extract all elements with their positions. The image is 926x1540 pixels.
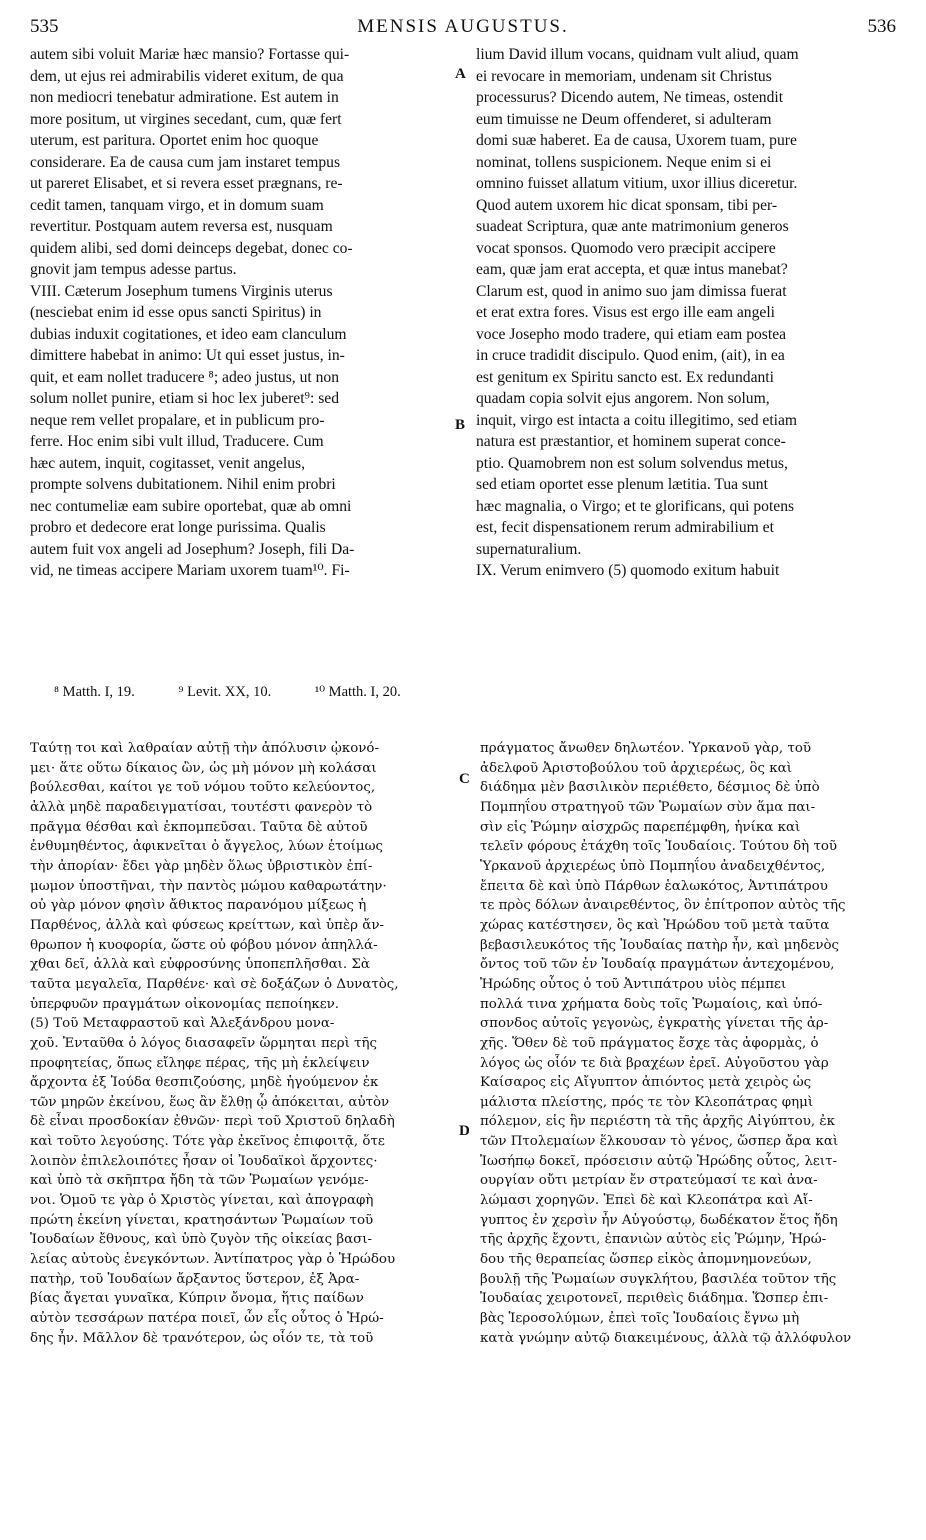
text-line: non mediocri tenebatur admiratione. Est autem in — [30, 89, 339, 106]
text-line: γυπτος ἐν χερσὶν ἦν Αὐγούστῳ, δωδέκατον ἔτος ἤδη — [480, 1212, 838, 1228]
text-line: αὐτὸν τεσσάρων πατέρα ποιεῖ, ὧν εἷς οὗτος ὁ Ἡρώ- — [30, 1311, 384, 1327]
text-line: δου τῆς θεραπείας ὥσπερ εἰκὸς ἀπομνημονεύων, — [480, 1252, 812, 1268]
text-line: Ἰουδαίων ἔθνους, καὶ ὑπὸ ζυγὸν τῆς οἰκείας βασι- — [30, 1232, 373, 1248]
text-line: χθαι δεῖ, ἀλλὰ καὶ εὐφροσύνης ὑποπεπλῆσθαι. Σὰ — [30, 957, 370, 973]
text-line: uterum, est paritura. Oportet enim hoc quoque — [30, 132, 319, 149]
text-line: processurus? Dicendo autem, Ne timeas, ostendit — [476, 89, 784, 106]
text-line: domi suæ haberet. Ea de causa, Uxorem tuam, pure — [476, 132, 797, 149]
text-line: IX. Verum enimvero (5) quomodo exitum habuit — [476, 562, 780, 579]
text-line: Παρθένος, ἀλλὰ καὶ φύσεως κρείττων, καὶ ὑπὲρ ἄν- — [30, 917, 385, 933]
running-title: MENSIS AUGUSTUS. — [357, 16, 569, 37]
text-line: τῶν Πτολεμαίων ἕλκουσαν τὸ γένος, ὥσπερ ἄρα καὶ — [480, 1134, 839, 1150]
text-line: sed etiam oportet esse plenum lætitia. Tua sunt — [476, 476, 768, 493]
text-line: quit, et eam nollet traducere ⁸; adeo justus, ut non — [30, 368, 339, 386]
text-line: χῆς. Ὅθεν δὲ τοῦ πράγματος ἔσχε τὰς ἀφορμὰς, ὁ — [480, 1035, 819, 1051]
text-line: ἄρχοντα ἐξ Ἰούδα θεσπιζούσης, μηδὲ ἡγούμενον ἐκ — [30, 1075, 379, 1091]
text-line: supernaturalium. — [476, 540, 582, 558]
text-line: μάλιστα πλείστης, πρός τε τὸν Κλεοπάτρας φημὶ — [480, 1094, 814, 1110]
text-line: ἀδελφοῦ Ἀριστοβούλου τοῦ ἀρχιερέως, ὃς καὶ — [480, 760, 792, 776]
text-line: μει· ἅτε οὕτω δίκαιος ὢν, ὡς μὴ μόνον μὴ κολάσαι — [30, 760, 377, 776]
text-line: Ἰουδαίας χειροτονεῖ, περιθεὶς διάδημα. Ὥσπερ ἐπι- — [480, 1291, 829, 1307]
text-line: est genitum ex Spiritu sancto est. Ex redundanti — [476, 368, 774, 386]
text-line: voce Josepho modo tradere, qui etiam eam postea — [476, 325, 787, 343]
text-line: natura est præstantior, et hominem superat conce- — [476, 433, 786, 450]
text-line: τῆς ἀρχῆς ἔχοντι, ἐπανιὼν αὐτὸς εἰς Ῥώμην, Ἡρώ- — [480, 1232, 827, 1248]
text-line: revertitur. Postquam autem reversa est, nusquam — [30, 218, 333, 235]
text-line: πολλά τινα χρήματα δοὺς τοῖς Ῥωμαίοις, καὶ ὑπό- — [480, 996, 823, 1012]
text-line: ferre. Hoc enim sibi vult illud, Traducere. Cum — [30, 433, 324, 450]
margin-letter-a: A — [455, 66, 466, 82]
text-line: Ταύτῃ τοι καὶ λαθραίαν αὐτῇ τὴν ἀπόλυσιν ᾠκονό- — [30, 741, 379, 756]
text-line: (5) Τοῦ Μεταφραστοῦ καὶ Ἀλεξάνδρου μονα- — [30, 1016, 335, 1032]
text-line: autem sibi voluit Mariæ hæc mansio? Fortasse qui- — [30, 46, 350, 63]
text-line: βουλῇ τῆς Ῥωμαίων συγκλήτου, βασιλέα τοῦτον τῆς — [480, 1271, 837, 1287]
text-line: πατὴρ, τοῦ Ἰουδαίων ἄρξαντος ὕστερον, ἐξ Ἀρα- — [30, 1271, 360, 1287]
text-line: gnovit jam tempus adesse partus. — [30, 261, 237, 278]
text-line: dubias induxit cogitationes, et ideo eam clanculum — [30, 325, 347, 343]
text-line: λόγος ὡς οἷόν τε διὰ βραχέων ἐρεῖ. Αὐγοῦστου γὰρ — [480, 1055, 829, 1071]
text-line: dem, ut ejus rei admirabilis videret exitum, de qua — [30, 67, 344, 85]
text-line: πόλεμον, εἰς ἣν περιέστη τὰ τῆς ἀρχῆς Αἰγύπτου, ἐκ — [480, 1114, 835, 1130]
text-line: χοῦ. Ἐνταῦθα ὁ λόγος διασαφεῖν ὥρμηται περὶ τῆς — [30, 1035, 378, 1051]
footnote-10: ¹⁰ Matth. I, 20. — [314, 684, 401, 700]
text-line: τῶν μηρῶν ἐκείνου, ἕως ἂν ἔλθῃ ᾧ ἀπόκειται, αὐτὸν — [30, 1094, 390, 1110]
text-line: καὶ ὑπὸ τὰ σκῆπτρα ἤδη τὰ τῶν Ῥωμαίων γενόμε- — [30, 1173, 369, 1189]
text-line: cedit tamen, tanquam virgo, et in domum suam — [30, 196, 324, 214]
text-line: ὄντος τοῦ τῶν ἐν Ἰουδαίᾳ πραγμάτων ἀντεχομένου, — [480, 957, 835, 973]
text-line: προφητείας, ὅπως εἴληφε πέρας, τῆς μὴ ἐκλείψειν — [30, 1055, 370, 1071]
text-line: βίας ἄγεται γυναῖκα, Κύπριν ὄνομα, ἥτις παίδων — [30, 1291, 364, 1307]
text-line: βεβασιλευκότος τῆς Ἰουδαίας πατὴρ ἦν, καὶ μηδενὸς — [480, 937, 840, 953]
text-line: σπονδος αὐτοῖς γεγονὼς, ἐγκρατὴς γίνεται τῆς ἀρ- — [480, 1016, 829, 1032]
footnotes — [54, 683, 441, 701]
text-line: Ἡρώδης οὗτος ὁ τοῦ Ἀντιπάτρου υἱὸς πέμπει — [480, 976, 787, 992]
greek-column-right — [480, 739, 898, 1348]
text-line: λείας αὐτοὺς ἐνεγκόντων. Ἀντίπατρος γὰρ ὁ Ἡρώδου — [30, 1252, 396, 1268]
text-line: θρωπον ἡ κυοφορία, ὥστε οὐ φόβου μόνον ἀπηλλά- — [30, 937, 378, 953]
text-line: solum nollet punire, etiam si hoc lex juberet⁹: sed — [30, 390, 340, 407]
text-line: ei revocare in memoriam, undenam sit Christus — [476, 67, 772, 85]
footnote-9: ⁹ Levit. XX, 10. — [178, 684, 272, 700]
text-line: διάδημα μὲν βασιλικὸν περιέθετο, δέσμιος δὲ ὑπὸ — [480, 780, 820, 796]
text-line: πράγματος ἄνωθεν δηλωτέον. Ὑρκανοῦ γὰρ, τοῦ — [480, 741, 812, 756]
page-number-right: 536 — [867, 16, 896, 37]
text-line: λώμασι χορηγῶν. Ἐπεὶ δὲ καὶ Κλεοπάτρα καὶ Αἴ- — [480, 1193, 813, 1209]
text-line: eam, quæ jam erat accepta, et quæ intus manebat? — [476, 261, 788, 278]
text-line: est, fecit dispensationem rerum admirabilium et — [476, 519, 774, 536]
text-line: omnino fuisset allatum vitium, uxor illius diceretur. — [476, 175, 798, 192]
text-line: βούλεσθαι, καίτοι γε τοῦ νόμου τοῦτο κελεύοντος, — [30, 780, 376, 796]
text-line: πρώτη ἐκείνη γίνεται, κρατησάντων Ῥωμαίων τοῦ — [30, 1212, 374, 1228]
text-line: καὶ τοῦτο λεγούσης. Τότε γὰρ ἐκεῖνος ἐπιφοιτᾷ, ὅτε — [30, 1134, 385, 1150]
text-line: κατὰ γνώμην αὐτῷ διακειμένους, ἀλλὰ τῷ ἀλλόφυλον — [480, 1330, 852, 1346]
text-line: τε πρὸς δόλων ἀναιρεθέντος, ὃν ἐπίτροπον αὐτὸς τῆς — [480, 898, 846, 914]
text-line: νοι. Ὁμοῦ τε γὰρ ὁ Χριστὸς γίνεται, καὶ ἀπογραφὴ — [30, 1193, 374, 1209]
text-line: Καίσαρος εἰς Αἴγυπτον ἀπιόντος μετὰ χειρὸς ὡς — [480, 1075, 812, 1091]
text-line: Clarum est, quod in animo suo jam dimissa fuerat — [476, 282, 787, 300]
text-line: nec contumeliæ eam subire oportebat, quæ ab omni — [30, 497, 352, 515]
text-line: ptio. Quamobrem non est solum solvendus metus, — [476, 454, 788, 472]
text-line: μωμον ὑποστῆναι, τὴν παντὸς μώμου καθαρωτάτην· — [30, 878, 387, 894]
text-line: VIII. Cæterum Josephum tumens Virginis uterus — [30, 282, 333, 300]
text-line: dimittere habebat in animo: Ut qui esset justus, in- — [30, 347, 345, 364]
text-line: autem fuit vox angeli ad Josephum? Joseph, fili Da- — [30, 540, 355, 558]
text-line: eum timuisse ne Deum offenderet, si adulteram — [476, 110, 772, 128]
text-line: ἐνθυμηθέντος, ἀφικνεῖται ὁ ἄγγελος, λύων ἑτοίμως — [30, 839, 384, 855]
text-line: ουργίαν οὔτι μετρίαν ἔν στρατεύμασί τε καὶ ἀνα- — [480, 1173, 818, 1189]
page-header — [30, 14, 896, 42]
text-line: prompte solvens dubitationem. Nihil enim probri — [30, 476, 336, 493]
text-line: Quod autem uxorem hic dicat sponsam, tibi per- — [476, 196, 778, 214]
text-line: χώρας κατέστησεν, ὃς καὶ Ἡρώδου τοῦ μετὰ ταῦτα — [480, 917, 830, 933]
text-line: Ὑρκανοῦ ἀρχιερέως ὑπὸ Πομπηΐου ἀναδειχθέντος, — [480, 858, 826, 874]
text-line: (nesciebat enim id esse opus sancti Spiritus) in — [30, 304, 322, 321]
latin-column-right — [476, 44, 900, 582]
text-line: vocat sponsos. Quomodo vero præcipit accipere — [476, 239, 776, 257]
text-line: lium David illum vocans, quidnam vult aliud, quam — [476, 46, 799, 63]
text-line: neque rem vellet propalare, et in publicum pro- — [30, 411, 325, 429]
margin-letter-c: C — [459, 771, 470, 787]
text-line: τὴν ἀπορίαν· ἔδει γὰρ μηδὲν ὅλως ὑβριστικὸν ἐπί- — [30, 858, 373, 874]
text-line: quadam copia solvit ejus angorem. Non solum, — [476, 390, 770, 407]
text-line: vid, ne timeas accipere Mariam uxorem tuam¹⁰. Fi- — [30, 562, 350, 579]
footnote-8: ⁸ Matth. I, 19. — [54, 684, 135, 700]
text-line: τελεῖν φόρους ἐτάχθη τοῖς Ἰουδαίοις. Τούτου δὴ τοῦ — [480, 839, 838, 855]
text-line: πρᾶγμα θέσθαι καὶ ἐκπομπεῦσαι. Ταῦτα δὲ αὐτοῦ — [30, 819, 368, 835]
text-line: ἀλλὰ μηδὲ παραδειγματίσαι, τουτέστι φανερὸν τὸ — [30, 799, 373, 815]
text-line: λοιπὸν ἐπιλελοιπότες ἦσαν οἱ Ἰουδαϊκοὶ ἄρχοντες· — [30, 1153, 378, 1169]
margin-letter-d: D — [459, 1123, 470, 1139]
text-line: Ἰωσήπῳ δοκεῖ, πρόσεισιν αὐτῷ Ἡρώδης οὗτος, λειτ- — [480, 1153, 838, 1169]
text-line: et erat extra fores. Visus est ergo ille eam angeli — [476, 304, 775, 321]
text-line: δὲ εἶναι προσδοκίαν ἐθνῶν· περὶ τοῦ Χριστοῦ δηλαδὴ — [30, 1114, 395, 1130]
greek-column-left — [30, 739, 448, 1348]
text-line: hæc magnalia, o Virgo; et te glorificans, qui potens — [476, 497, 795, 515]
text-line: nominat, tollens suspicionem. Neque enim si ei — [476, 153, 772, 171]
text-line: more positum, ut virgines secedant, cum, quæ fert — [30, 110, 342, 128]
text-line: Πομπηΐου στρατηγοῦ τῶν Ῥωμαίων σὺν ἅμα παι- — [480, 799, 816, 815]
text-line: probro et dedecore erat longe purissima. Qualis — [30, 519, 326, 536]
text-line: οὐ γὰρ μόνον φησὶν ἄθικτος παρανόμου μίξεως ἡ — [30, 898, 367, 914]
latin-column-left — [30, 44, 454, 582]
text-line: in cruce tradidit discipulo. Quod enim, (ait), in ea — [476, 347, 785, 364]
text-line: inquit, virgo est intacta a coitu illegitimo, sed etiam — [476, 411, 798, 429]
text-line: σὶν εἰς Ῥώμην αἰσχρῶς παρεπέμφθη, ἡνίκα καὶ — [480, 819, 801, 835]
text-line: δης ἦν. Μᾶλλον δὲ τρανότερον, ὡς οἷόν τε, τὰ τοῦ — [30, 1330, 374, 1346]
text-line: hæc autem, inquit, cogitasset, venit angelus, — [30, 454, 305, 472]
page-number-left: 535 — [30, 16, 59, 37]
text-line: quidem alibi, sed domi deinceps degebat, donec co- — [30, 239, 353, 257]
text-line: suadeat Scriptura, quæ ante matrimonium generos — [476, 218, 789, 235]
text-line: considerare. Ea de causa cum jam instaret tempus — [30, 153, 341, 171]
text-line: ταῦτα μεγαλεῖα, Παρθένε· καὶ σὲ δοξάζων ὁ Δυνατὸς, — [30, 976, 399, 992]
text-line: ut pareret Elisabet, et si revera esset prægnans, re- — [30, 175, 343, 192]
margin-letter-b: B — [455, 417, 466, 433]
text-line: ἔπειτα δὲ καὶ ὑπὸ Πάρθων ἑαλωκότος, Ἀντιπάτρου — [480, 878, 828, 894]
text-line: βὰς Ἱεροσολύμων, ἐπεὶ τοῖς Ἰουδαίοις ἔγνω μὴ — [480, 1311, 800, 1327]
text-line: ὑπερφυῶν πραγμάτων οἰκονομίας πεποίηκεν. — [30, 996, 340, 1012]
